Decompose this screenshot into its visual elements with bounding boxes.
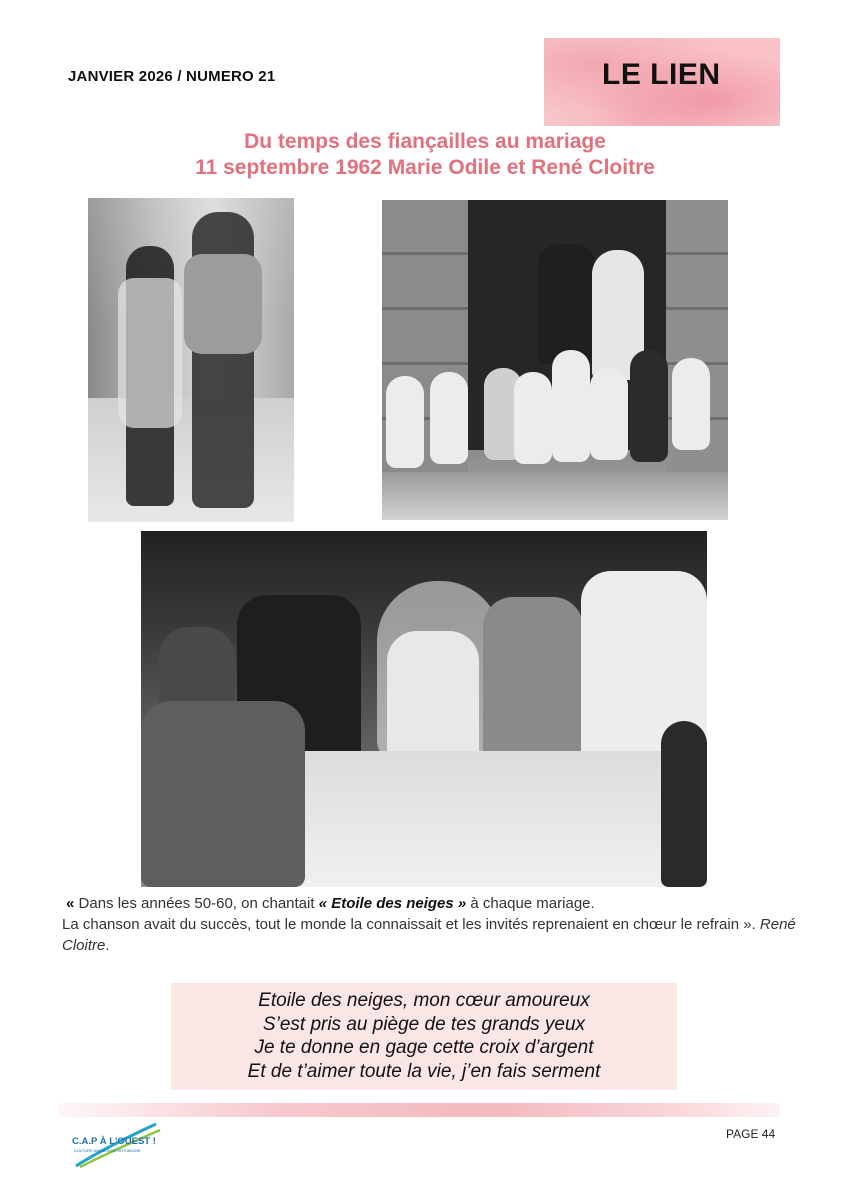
caption-author: René Cloitre (62, 916, 796, 954)
song-lyrics-box (171, 983, 677, 1090)
caption-open-quote: « (66, 895, 79, 912)
caption-song-title: « Etoile des neiges » (318, 895, 467, 912)
article-subtitle: 11 septembre 1962 Marie Odile et René Cloitre (195, 156, 655, 179)
photo-caption (62, 893, 802, 956)
issue-date: JANVIER 2026 / NUMERO 21 (68, 68, 276, 85)
lyrics-line: S’est pris au piège de tes grands yeux (262, 1013, 586, 1035)
caption-text-1: Dans les années 50-60, on chantait (78, 895, 319, 912)
cap-a-louest-logo (64, 1118, 180, 1168)
photo-wedding-dinner (141, 531, 707, 887)
lyrics-line: Etoile des neiges, mon cœur amoureux (258, 990, 590, 1011)
caption-end: . (105, 937, 110, 954)
logo-tagline: CULTURE ANIMATION PATRIMOINE (74, 1148, 141, 1153)
lyrics-line: Et de t’aimer toute la vie, j’en fais serment (247, 1060, 601, 1082)
page-number: PAGE 44 (726, 1127, 776, 1141)
lyrics-line: Je te donne en gage cette croix d’argent (254, 1037, 594, 1058)
logo-name: C.A.P À L'OUEST ! (72, 1136, 156, 1147)
caption-text-3: La chanson avait du succès, tout le monde la connaissait et les invités reprenaient en chœur le refrain ». (62, 916, 760, 933)
photo-wedding-party (382, 200, 728, 520)
article-title: Du temps des fiançailles au mariage (244, 130, 606, 153)
photo-couple-walking (88, 198, 294, 522)
caption-text-2: à chaque mariage. (466, 895, 595, 912)
footer-band (58, 1103, 780, 1117)
magazine-title: LE LIEN (602, 58, 721, 91)
